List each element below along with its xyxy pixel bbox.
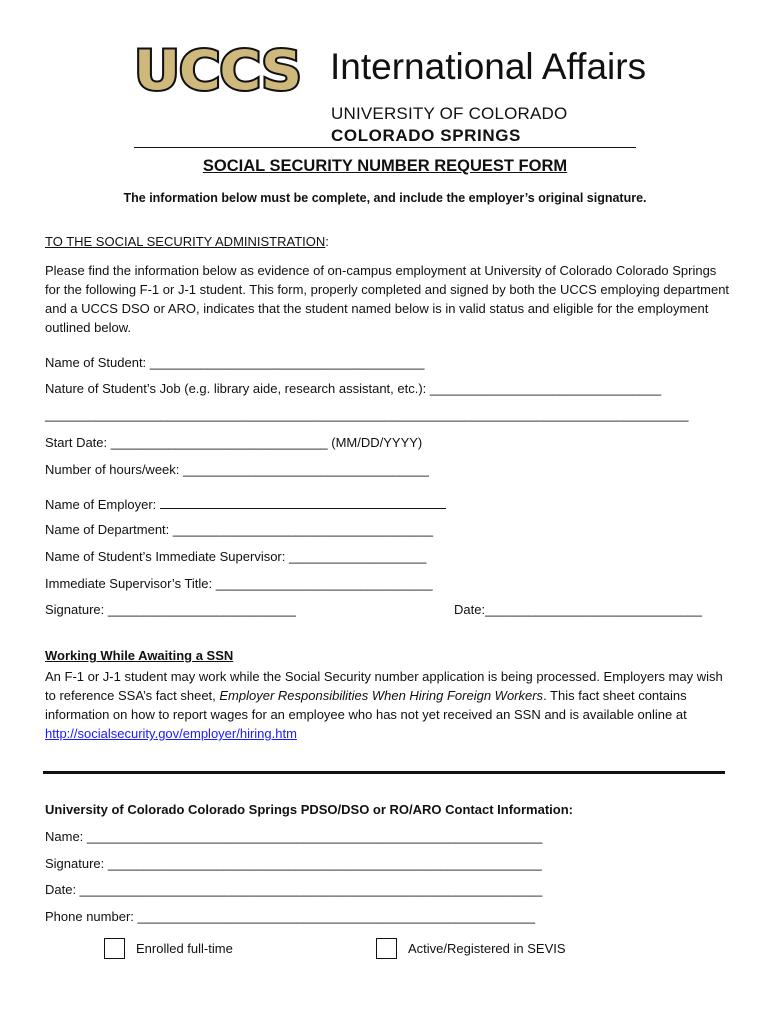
start-date-field[interactable]: Start Date: ______________________________ (MM/DD/YYYY) [45,435,423,450]
ssa-hiring-link[interactable]: http://socialsecurity.gov/employer/hiring.htm [45,726,297,741]
department-field[interactable]: Name of Department: ____________________________________ [45,522,434,537]
employer-signature-field[interactable]: Signature: __________________________ [45,602,296,617]
contact-name-field[interactable]: Name: _______________________________________________________________ [45,829,543,844]
job-nature-continued-field[interactable]: _________________________________________________________________________________________ [45,407,689,422]
student-name-field[interactable]: Name of Student: ______________________________________ [45,355,425,370]
contact-heading: University of Colorado Colorado Springs PDSO/DSO or RO/ARO Contact Information: [45,802,573,817]
employer-date-field[interactable]: Date:______________________________ [454,602,702,617]
employer-input-line[interactable] [160,496,446,509]
sevis-active-checkbox[interactable] [376,938,397,959]
enrolled-full-time-checkbox[interactable] [104,938,125,959]
employer-field[interactable] [45,496,446,512]
supervisor-field[interactable]: Name of Student’s Immediate Supervisor: ___________________ [45,549,427,564]
to-line [45,234,329,249]
logo-title: International Affairs [330,46,647,87]
contact-date-field[interactable]: Date: ________________________________________________________________ [45,882,543,897]
employer-label: Name of Employer: [45,497,157,512]
enrolled-full-time-label: Enrolled full-time [136,941,233,956]
logo-university: UNIVERSITY OF COLORADO [331,104,568,123]
uccs-logo: UCCS [134,39,301,102]
awaiting-text-1: An F-1 or J-1 student may work while the Social Security number application is being processed. Employers may wish to reference SSA’s fact sheet, [45,669,723,703]
awaiting-heading: Working While Awaiting a SSN [45,648,234,663]
form-title: SOCIAL SECURITY NUMBER REQUEST FORM [202,157,568,175]
hours-per-week-field[interactable]: Number of hours/week: __________________________________ [45,462,429,477]
logo-campus: COLORADO SPRINGS [331,126,522,145]
awaiting-text-2: . This fact sheet contains information on how to report wages for an employee who has not yet received an SSN and is available online at [45,688,687,722]
sevis-active-label: Active/Registered in SEVIS [408,941,566,956]
contact-phone-field[interactable]: Phone number: _______________________________________________________ [45,909,536,924]
awaiting-paragraph [45,667,735,743]
to-line-text: TO THE SOCIAL SECURITY ADMINISTRATION [45,234,326,249]
to-line-colon: : [325,234,329,249]
intro-paragraph: Please find the information below as evidence of on-campus employment at University of Colorado Colorado Springs for the following F-1 or J-1 student. This form, properly completed and signed by both the UCCS employing department and a UCCS DSO or ARO, indicates that the student named below is in valid status and eligible for the employment outlined below. [45,263,730,335]
header-rule [134,147,636,148]
section-divider [43,771,725,774]
fact-sheet-title: Employer Responsibilities When Hiring Foreign Workers [219,688,544,703]
supervisor-title-field[interactable]: Immediate Supervisor’s Title: ______________________________ [45,576,433,591]
job-nature-field[interactable]: Nature of Student’s Job (e.g. library aide, research assistant, etc.): ________________________________ [45,381,662,396]
form-subtitle: The information below must be complete, and include the employer’s original signature. [123,191,647,205]
contact-signature-field[interactable]: Signature: ____________________________________________________________ [45,856,542,871]
